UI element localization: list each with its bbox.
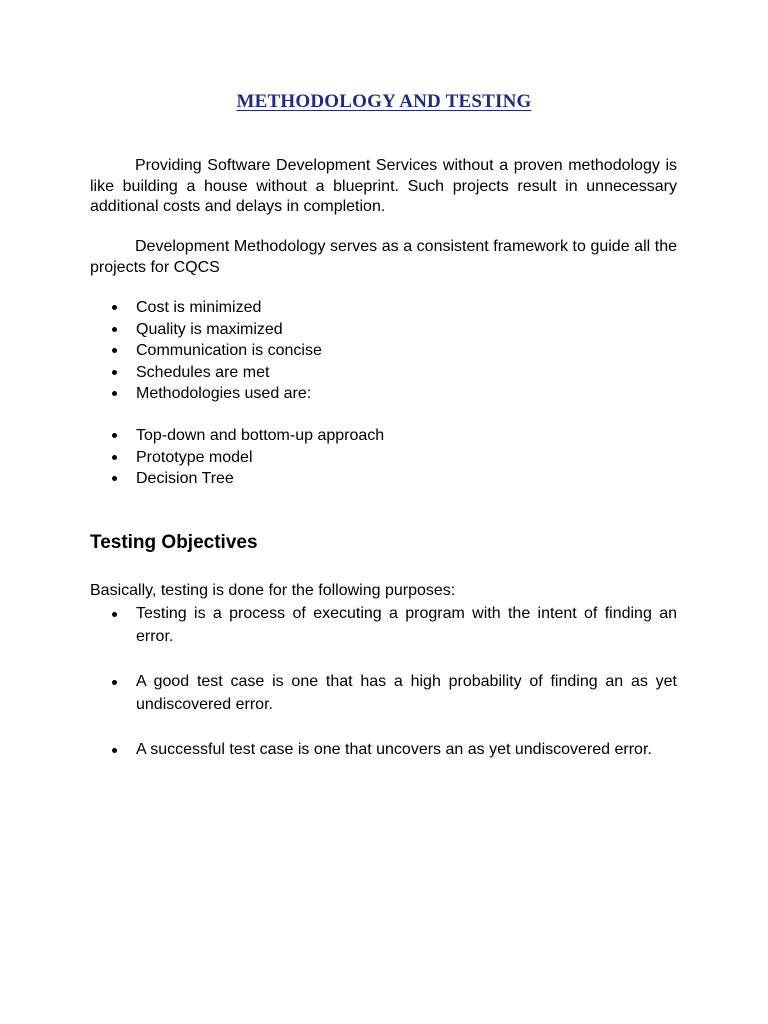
list-item (108, 319, 322, 341)
list-item-text: A good test case is one that has a high probability of finding an as yet undiscovered error. (136, 673, 677, 713)
list-item-text: Decision Tree (136, 470, 234, 487)
list-item (108, 383, 322, 405)
list-item-text: Schedules are met (136, 363, 270, 381)
benefits-list (108, 297, 322, 405)
list-item-text: Testing is a process of executing a program with the intent of finding an error. (136, 605, 677, 645)
list-item-text: Methodologies used are: (136, 385, 312, 402)
bullet-icon (112, 391, 117, 396)
list-item-text: Cost is minimized (136, 299, 262, 316)
list-item-text: Quality is maximized (136, 320, 283, 338)
list-item (108, 425, 384, 447)
testing-lead-text: Basically, testing is done for the following purposes: (90, 582, 456, 599)
bullet-icon (112, 455, 117, 460)
list-item-text: Prototype model (136, 448, 253, 466)
page-title: METHODOLOGY AND TESTING (236, 91, 532, 112)
bullet-icon (112, 327, 117, 332)
list-item (108, 447, 384, 469)
list-item (108, 297, 322, 319)
bullet-icon (112, 476, 117, 481)
list-item (108, 739, 677, 762)
list-item (108, 671, 677, 716)
bullet-icon (112, 348, 117, 353)
list-item (108, 603, 677, 648)
bullet-icon (112, 305, 117, 310)
list-item (108, 340, 322, 362)
methodology-paragraph: Development Methodology serves as a consistent framework to guide all the projects for CQCS (90, 238, 677, 276)
methodologies-list (108, 425, 384, 490)
bullet-icon (112, 370, 117, 375)
list-item (108, 362, 322, 384)
list-item-text: A successful test case is one that uncovers an as yet undiscovered error. (136, 741, 652, 758)
bullet-icon (112, 433, 117, 438)
testing-objectives-list (108, 603, 677, 785)
intro-paragraph: Providing Software Development Services without a proven methodology is like building a house without a blueprint. Such projects result in unnecessary additional costs and delays in completion. (90, 157, 677, 215)
list-item-text: Top-down and bottom-up approach (136, 427, 385, 444)
bullet-icon (112, 680, 117, 685)
bullet-icon (112, 748, 117, 753)
list-item (108, 468, 384, 490)
list-item-text: Communication is concise (136, 342, 322, 359)
testing-objectives-heading: Testing Objectives (90, 532, 258, 553)
bullet-icon (112, 612, 117, 617)
